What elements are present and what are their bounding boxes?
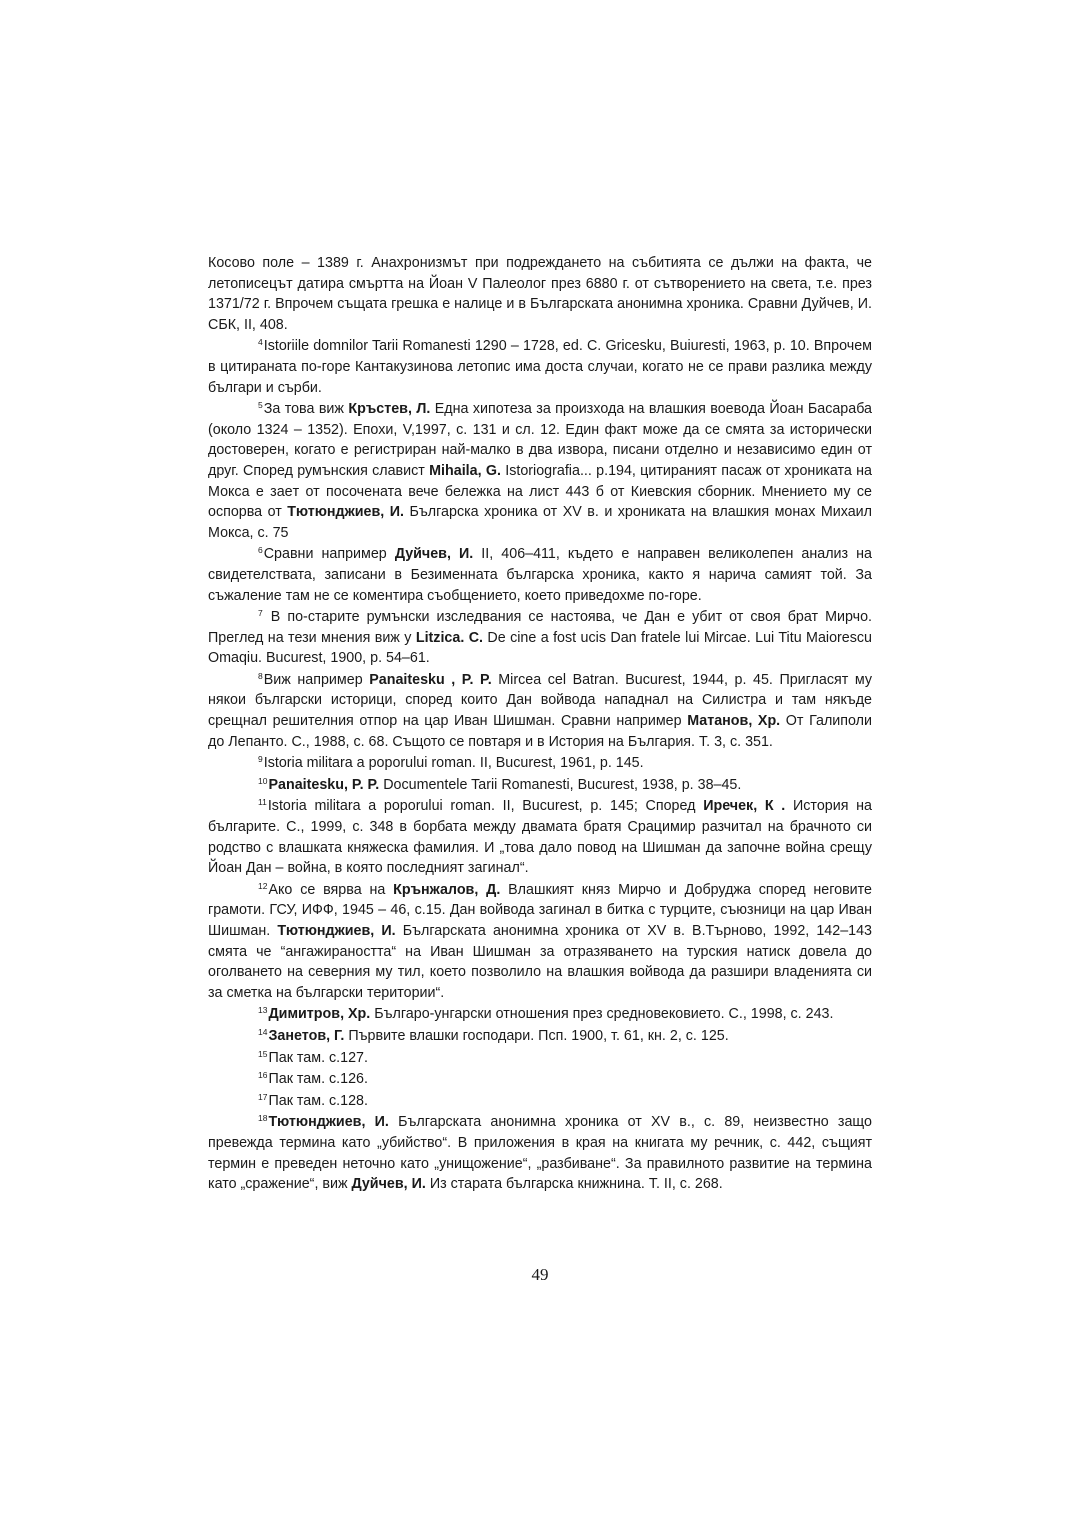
- footnote-text: Istoriografia... p.194, цитираният пасаж от хрониката на Мокса е заeт от посочената вече бележка на лист 443 б от Киевския сборник. Мнението му се оспорва от: [208, 462, 872, 521]
- footnote-text: Documentele Tarii Romanesti, Bucurest, 1938, p. 38–45.: [379, 776, 742, 793]
- footnote-text: От Галиполи до Лепанто. С., 1988, с. 68. Същото се повтаря и в История на България. Т. 3, с. 351.: [208, 713, 872, 750]
- footnote-text: Из старата българска книжнина. Т. II, с. 268.: [425, 1176, 723, 1193]
- footnote-number: 12: [258, 880, 268, 891]
- author-name: Panaitesku , P. P.: [369, 671, 492, 688]
- author-name: Занетов, Г.: [268, 1027, 345, 1044]
- footnote-number: 17: [258, 1091, 268, 1102]
- footnote-paragraph: [208, 1004, 872, 1025]
- footnotes-body: [208, 253, 872, 1196]
- footnote-number: 9: [258, 754, 263, 765]
- footnote-text: За това виж: [263, 401, 349, 418]
- footnote-text: Istoria militara a poporului roman. II, Bucurest, 1961, p. 145.: [263, 755, 644, 772]
- footnote-text: Българската анонимна хроника от XV в. В.Търново, 1992, 142–143 смята че “ангажираността“ на Иван Шишман за отразяването на турския натиск довела до оголването на северния му тил, което позволило на влашкия войвода да разшири владенията си за сметка на български територии“.: [208, 923, 873, 1001]
- author-name: Дуйчев, И.: [351, 1176, 426, 1193]
- author-name: Тютюнджиев, И.: [268, 1114, 389, 1131]
- footnote-text: Сравни например: [263, 546, 395, 563]
- footnote-paragraph: [208, 880, 872, 1004]
- footnote-text: Пак там. с.127.: [268, 1049, 368, 1066]
- footnote-number: 10: [258, 775, 268, 786]
- footnote-text: II, 406–411, където е направен великолепен анализ на свидетелствата, записани в Безименната българска хроника, както я нарича самият той. За съжаление там не се коментира съобщението, което приведохме по-горе.: [208, 546, 872, 604]
- footnote-text: Mircea cel Batran. Bucurest, 1944, p. 45. Приглaсят му някои български историци, според които Дан войвода нападнал на Силистра и там някъде срещнал решителния отпор на цар Иван Шишман. Сравни например: [208, 671, 872, 730]
- footnote-text: Българската анонимна хроника от XV в., с. 89, неизвестно защо превежда термина като „убийство“. В приложения в края на книгата му речник, с. 442, същият термин е преведен неточно като „унищожение“, „разбиване“. За правилното развитие на термина като „сражение“, виж: [208, 1114, 872, 1193]
- author-name: Тютюнджиев, И.: [277, 923, 396, 939]
- footnote-text: В по-старите румънски изследвания се настоява, че Дан е убит от своя брат Мирчо. Преглед на тези мнения виж у: [208, 609, 872, 646]
- footnote-paragraph: [208, 796, 872, 878]
- footnote-text: Istoriile domnilor Tarii Romanesti 1290 – 1728, ed. C. Gricesku, Buiuresti, 1963, p. 10. Впрочем в цитираната по-горе Кантакузинова летопис има доста случаи, когато не се прави разлика между българи и сърби.: [208, 338, 872, 396]
- footnote-number: 14: [258, 1026, 268, 1037]
- footnote-number: 4: [258, 337, 263, 348]
- footnote-text: Косово поле – 1389 г. Анахронизмът при подреждането на събитията се дължи на факта, че летописецът датира смъртта на Йоан V Палеолог през 6880 г. от сътворението на света, т.е. през 1371/72 г. Впрочем същата грешка е налице и в Българската анонимна хроника. Сравни Дуйчев, И. СБК, II, 408.: [208, 255, 872, 333]
- footnote-text: Българска хроника от XV в. и хрониката на влашкия монах Михаил Мокса, с. 75: [208, 504, 872, 541]
- footnote-number: 18: [258, 1113, 268, 1124]
- footnote-paragraph: [208, 1048, 872, 1069]
- author-name: Mihaila, G.: [429, 462, 501, 479]
- footnote-paragraph: [208, 607, 872, 669]
- footnote-paragraph: [208, 775, 872, 796]
- footnote-number: 7: [258, 608, 263, 619]
- footnote-text: Първите влашки господари. Псп. 1900, т. 61, кн. 2, с. 125.: [344, 1027, 729, 1044]
- footnote-number: 16: [258, 1070, 268, 1081]
- footnote-text: Пак там. с.128.: [268, 1092, 368, 1109]
- footnote-text: Българо-унгарски отношения през средновековието. С., 1998, с. 243.: [370, 1006, 834, 1023]
- footnote-text: Виж например: [263, 671, 370, 688]
- footnote-paragraph: [208, 1026, 872, 1047]
- footnote-paragraph: [208, 544, 872, 606]
- author-name: Litzica. C.: [415, 629, 484, 646]
- footnote-text: Влашкият княз Мирчо и Добруджа според неговите грамоти. ГСУ, ИФФ, 1945 – 46, с.15. Дан войвода загинал в битка с турците, съюзници на цар Иван Шишман.: [208, 881, 872, 939]
- author-name: Тютюнджиев, И.: [287, 504, 404, 521]
- page-number: 49: [531, 1265, 549, 1284]
- footnote-text: De cine a fost ucis Dan fratele lui Mircae. Lui Titu Maiorescu Omaqiu. Bucurest, 1900, p. 54–61.: [208, 629, 873, 667]
- footnote-number: 15: [258, 1048, 268, 1059]
- footnote-number: 6: [258, 545, 263, 556]
- footnote-paragraph: [208, 1069, 872, 1090]
- footnote-text: История на българите. С., 1999, с. 348 в борбата между двамата братя Срацимир разчитал на брачното си родство с влашката княжеска фамилия. И „това дало повод на Шишман да започне война срещу Йоан Дан – война, в която последният загинал“.: [208, 798, 872, 877]
- author-name: Кръстев, Л.: [348, 401, 431, 418]
- footnote-paragraph: [208, 1112, 872, 1194]
- footnote-number: 5: [258, 400, 263, 411]
- footnote-text: Една хипотеза за произхода на влашкия воевода Йоан Басараба (около 1324 – 1352). Епохи, V,1997, с. 131 и сл. 12. Един факт може да се смята за исторически достоверен, когато е регистриран най-малко в два извора, писани отделно и независимо един от друг. Според румънския славист: [208, 401, 873, 479]
- author-name: Матанов, Хр.: [687, 713, 781, 730]
- footnote-text: Ако се вярва на: [268, 881, 394, 898]
- footnote-paragraph: [208, 399, 872, 543]
- author-name: Иречек, К .: [703, 798, 786, 815]
- author-name: Дуйчев, И.: [394, 546, 474, 563]
- footnote-paragraph: [208, 1091, 872, 1112]
- author-name: Крънжалов, Д.: [393, 881, 501, 898]
- footnote-number: 8: [258, 670, 263, 681]
- author-name: Panaitesku, P. P.: [268, 776, 380, 793]
- footnote-paragraph: [208, 753, 872, 774]
- footnote-number: 13: [258, 1005, 268, 1016]
- footnote-paragraph: [208, 336, 872, 398]
- footnote-paragraph: [208, 253, 872, 335]
- author-name: Димитров, Хр.: [268, 1006, 371, 1023]
- footnote-paragraph: [208, 670, 872, 752]
- footnote-number: 11: [258, 797, 267, 808]
- footnote-text: Пак там. с.126.: [268, 1071, 368, 1088]
- footnote-text: Istoria militara a poporului roman. II, Bucurest, p. 145; Според: [267, 798, 704, 815]
